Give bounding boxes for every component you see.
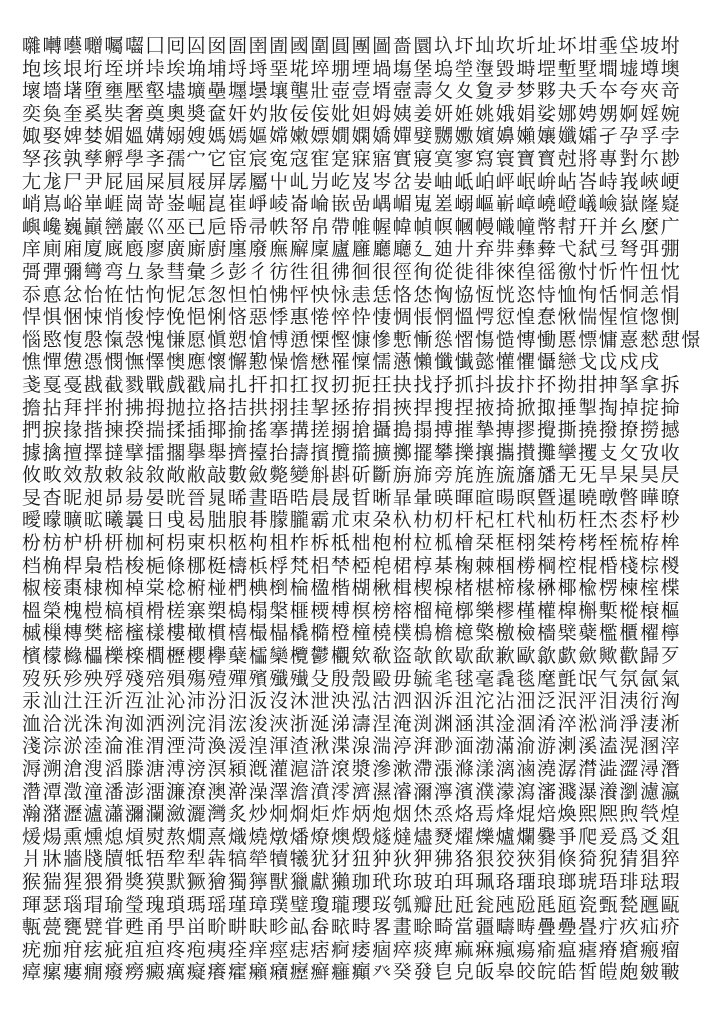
character-row: 淺淙淤淕淪淮渭湮渮渙湲湟渾渣湫渫湶湍渟湃渺湎渤滿渝游溂溪溘滉溷滓 (22, 735, 682, 758)
character-row: 瀚潴瀝瀘瀟瀰瀾瀲灑灣炙炒炯烱炬炸炳炮烟烋烝烙焉烽焜焙煥煕熈煦煢煌 (22, 803, 682, 826)
character-row: 奕奐奎奚奘奢奠奧奬奩奸妁妝佞侫妣妲姆姨姜妍姙姚娥娟娑娜娉娚婀婬婉 (22, 102, 682, 125)
character-row: 曖曚曠昿曦曩日曵曷朏朖朞朦朧霸朮朿朶杁朸朷杆杞杠杙杣杤枉杰枩杼杪 (22, 509, 682, 532)
character-row: 煖煬熏燻熄熕熨熬燗熹熾燒燉燔燎燠燬燧燵燼燹燿爍爐爛爨爭爬爰爲爻爼 (22, 825, 682, 848)
character-row: 忝悳忿怡恠怙怐怩怎怱怛怕怫怦怏怺恚恁恪恷恟恊恆恍恣恃恤恂恬恫恙悁 (22, 283, 682, 306)
character-row: 旻杳昵昶昴昜晏晄晉晁晞晝晤晧晨晟晢晰暃暈暎暉暄暘暝曁暹曉暾暼曄暸 (22, 486, 682, 509)
character-row: 壞墻墸墮壅壓壑壗壙壘壥壜壤壟壯壺壹壻壼壽夂夊夐夛梦夥夬夭夲夸夾竒 (22, 80, 682, 103)
character-row: 捫捩掾揩揀揆揣揉插揶揄搖搴搆搓搦搶攝搗搨搏摧摯摶摎攪撕撓撥撩撈撼 (22, 419, 682, 442)
character-row: 彁彈彌彎弯彑彖彗彙彡彭彳彷徃徂彿徊很徑徇從徙徘徠徨徭徼忖忻忤忸忱 (22, 260, 682, 283)
character-row: 爿牀牆牋牘牴牾犂犁犇犒犖犢犧犹犲狃狆狄狎狒狢狠狡狹狷倏猗猊猜猖猝 (22, 848, 682, 871)
character-row: 汞汕汢汪沂沍沚沁沛汾汨汳沒沐泄泱泓沽泗泅泝沮沱沾沺泛泯泙泪洟衍洶 (22, 690, 682, 713)
character-row: 枌枋枦枡枅枷柯枴柬枳柩枸柤柞柝柢柮枹柎柆柧檜栞框栩桀桍栲桎梳栫桙 (22, 532, 682, 555)
character-row: 疣痂疳痃疵疽疸疼疱痍痊痒痙痣痞痾痿痼瘁痰痺痲痳瘋瘍瘉瘟瘧瘠瘡瘢瘤 (22, 938, 682, 961)
character-row: 惱愍愎慇愾愨愧慊愿愼愬愴愽慂慄慳慷慘慙慚慫慴慯慥慱慟慝慓慵憙憖憇憬 (22, 328, 702, 351)
character-row: 檳檬櫞櫑櫟檪櫚櫪櫻欅蘖櫺欒欖鬱欟欸欷盜欹飮歇歃歉歐歙歔歛歟歡歸歹 (22, 645, 682, 668)
character-row: 悍惧悃悚悄悛悖悗悒悧悋惡悸惠惓悴忰悽惆悵惘慍愕愆惶惷愀惴惺愃愡惻 (22, 306, 682, 329)
character-row: 甎甍甕甓甞甦甬甼畄畍畊畉畛畆畚畩畤畧畫畭畸當疆疇畴疊疉疂疔疚疝疥 (22, 916, 682, 939)
character-row: 榲榮槐榿槁槓榾槎寨槊槝榻槃榧樮榑榠榜榕榴槞槨樂樛槿權槹槲槧樅榱樞 (22, 599, 682, 622)
character-row: 濳潭澂潼潘澎澑濂潦澳澣澡澤澹濆澪濟濕濬濔濘濱濮濛瀉瀋濺瀑瀁瀏濾瀛 (22, 780, 682, 803)
character-row: 尢尨尸尹屁屆屎屓屐屏孱屬屮乢屶屹岌岑岔妛岫岻岶岼岷峅岾峇峙峩峽峺 (22, 170, 682, 193)
character-row: 琿瑟瑙瑁瑜瑩瑰瑣瑪瑶瑾璋璞璧瓊瓏瓔珱瓠瓣瓧瓩瓮瓲瓰瓱瓸瓷甄甃甅甌 (22, 893, 682, 916)
character-row: 孥孩孰孳孵學斈孺宀它宦宸寃寇寉寔寐寤實寢寞寥寫寰寶寳尅將專對尓尠 (22, 147, 682, 170)
character-row: 庠廁廂廈廐廏廖廣廝廚廛廢廡廨廩廬廱廳廰廴廸廾弃弉彝彜弋弑弖弩弭弸 (22, 238, 682, 261)
character-row: 憔憚憊憑憫憮懌懊應懷懈懃懆憺懋罹懍懦懣懶懺懴懿懽懼懾戀戈戉戍戌 (22, 351, 661, 374)
character-row: 嶼巉巍巓巒巖巛巫已巵帋帚帙帑帛帶帷幄幃幀幎幗幔幟幢幤幇幵并幺麼广 (22, 215, 682, 238)
character-row: 垉垓垠垳垤垪垰埃埆埔埒埓堊埖埣堋堙堝塲堡塢塋塰毀塒堽塹墅墹墟墫墺 (22, 57, 682, 80)
handwriting-sample-sheet (22, 35, 712, 984)
character-row: 囃囀囈囎囑囓囗囘囜囡圄圉圊國圍圓團圖嗇圜圦圷圸坎圻址坏坩埀垈坡坿 (22, 35, 682, 57)
character-row: 椒椄棗棣椥棹棠棯椨椪椚椣椡棆楹楷楜楸楫楔楾楮椹楴椽楙椰楡楞楝榁楪 (22, 577, 682, 600)
character-row: 攸畋效敖敕敍敘敞敝敲數斂斃變斛斟斫斷旃旆旁旄旌旒旛旙无旡旱杲昊昃 (22, 464, 682, 487)
character-row: 洫洽洸洙洵洳洒洌浣涓浤浚浹浙涎涕濤涅淹渕渊涵淇淦涸淆淬淞淌淨淒淅 (22, 712, 682, 735)
character-row: 據擒擅擇撻擘擂擱擧舉擠擡抬擣擯攬擶擴擲擺攀擽攘攜攅攤攣攫攴攵攷收 (22, 441, 682, 464)
character-row: 瘴瘰瘻癇癈癆癜癘癡癢癨癩癪癧癬癰癲癶癸發皀皃皈皋皎皖皓皙皚皰皴皸 (22, 961, 682, 984)
character-row: 溽溯滄溲滔滕溏溥滂溟潁漑灌滬滸滾漿滲漱滯漲滌漾漓滷澆潺潸澁澀潯潛 (22, 758, 682, 780)
character-row: 戔戛戞戡截戮戰戲戳扁扎扞扣扛扠扨扼抂抉找抒抓抖拔抃抔拗拑抻拏拿拆 (22, 373, 682, 396)
character-row: 擔拈拜拌拊拂拇抛拉挌拮拱挧挂挈拯拵捐挾捍搜捏掖掎掀掫捶掣掏掉掟掵 (22, 396, 682, 419)
character-row: 猴猯猩猥猾獎獏默獗獪獨獰獸獵獻獺珈玳珎玻珀珥珮珞璢琅瑯琥珸琲琺瑕 (22, 870, 682, 893)
character-row: 槭樔槫樊樒櫁樣樓橄樌橲樶橸橇橢橙橦橈樸樢檐檍檠檄檢檣檗蘗檻櫃櫂檸 (22, 622, 682, 645)
character-row: 歿殀殄殃殍殘殕殞殤殪殫殯殲殱殳殷殼毆毋毓毟毬毫毳毯麾氈氓气氛氤氣 (22, 667, 682, 690)
character-row: 档桷桿梟梏梭梔條梛梃檮梹桴梵梠梺椏梍桾椁棊椈棘椢椦棡椌棍棔棧棕椶 (22, 554, 682, 577)
character-row: 娵娶婢婪媚媼媾嫋嫂媽嫣嫗嫦嫩嫖嫺嫻嬌嬋嬖嬲嫐嬪嬶嬾孃孅孀孑孕孚孛 (22, 125, 682, 148)
character-row: 峭嶌峪崋崕崗嵜崟崛崑崔崢崚崙崘嵌嵒嵎嵋嵬嵳嵶嶇嶄嶂嶢嶝嶬嶮嶽嶐嶷 (22, 193, 682, 216)
